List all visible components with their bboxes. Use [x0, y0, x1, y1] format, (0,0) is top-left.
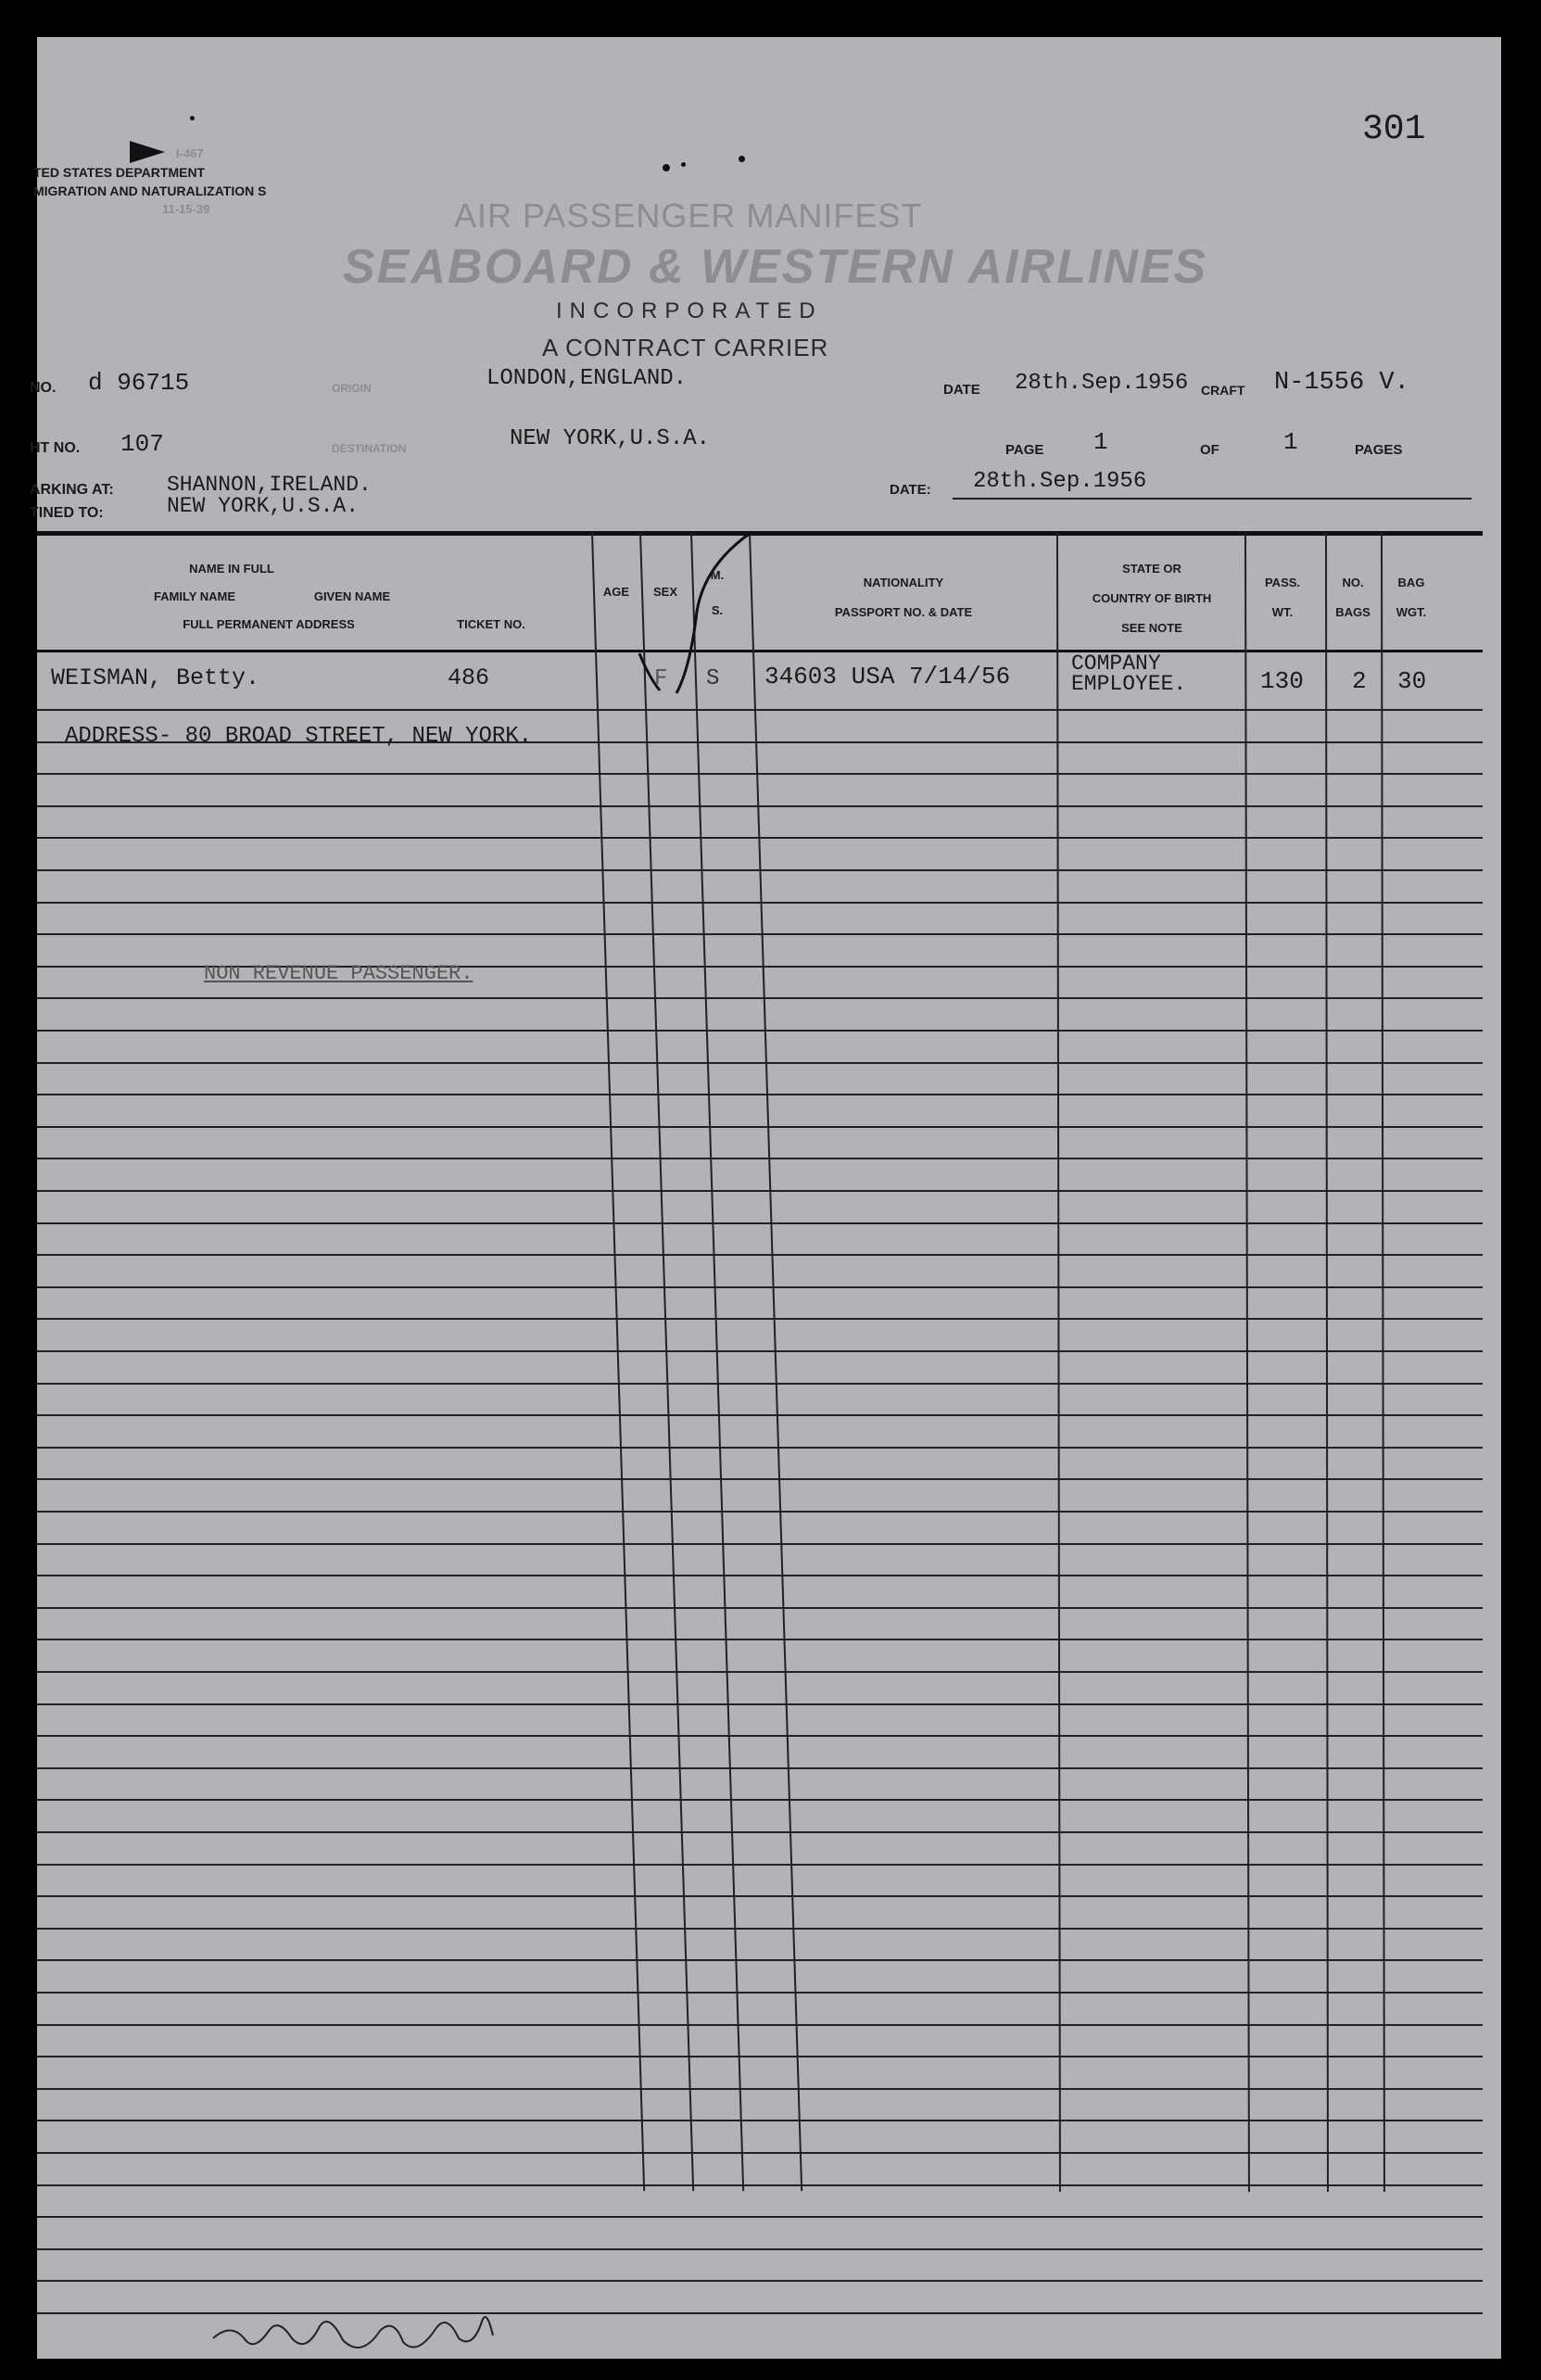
flight-label: HT NO. — [30, 440, 81, 456]
col-nationality: NATIONALITY — [863, 576, 944, 589]
dept-code: I-467 — [176, 146, 204, 160]
incorporated-label: INCORPORATED — [556, 298, 823, 323]
col-age: AGE — [602, 585, 630, 599]
dept-line-2: MIGRATION AND NATURALIZATION S — [33, 184, 267, 198]
airline-name: SEABOARD & WESTERN AIRLINES — [343, 240, 1208, 294]
col-bag-wgt-2: WGT. — [1396, 605, 1427, 619]
pages-label: PAGES — [1355, 442, 1403, 458]
of-value: 1 — [1283, 428, 1298, 456]
ticket-number: 486 — [448, 665, 490, 691]
handwritten-signature — [204, 2294, 593, 2359]
embarking-label: ARKING AT: — [30, 482, 114, 498]
aircraft-value: N-1556 V. — [1274, 369, 1409, 397]
birth-line-1: COMPANY — [1071, 652, 1161, 676]
dept-date: 11-15-39 — [162, 202, 210, 216]
page-label: PAGE — [1005, 442, 1044, 458]
birth-line-2: EMPLOYEE. — [1071, 672, 1187, 696]
destination-value: NEW YORK,U.S.A. — [510, 426, 711, 451]
page-value: 1 — [1093, 428, 1108, 456]
dept-line-1: TED STATES DEPARTMENT — [33, 165, 206, 180]
passport-value: 34603 USA 7/14/56 — [764, 663, 1011, 690]
carrier-label: A CONTRACT CARRIER — [542, 334, 829, 361]
col-bags-1: NO. — [1342, 576, 1364, 589]
check-mark-icon — [37, 37, 1501, 2359]
passenger-address: ADDRESS- 80 BROAD STREET, NEW YORK. — [65, 724, 533, 749]
origin-label: ORIGIN — [332, 382, 372, 395]
destined-value: NEW YORK,U.S.A. — [167, 494, 360, 518]
pass-weight: 130 — [1260, 667, 1304, 695]
date-value: 28th.Sep.1956 — [1015, 371, 1189, 396]
col-bag-wgt-1: BAG — [1397, 576, 1425, 589]
flight-value: 107 — [120, 430, 164, 458]
date-label: DATE — [943, 382, 980, 398]
passenger-name: WEISMAN, Betty. — [51, 665, 260, 691]
col-ms-m: M. — [710, 568, 725, 582]
manifest-no-value: d 96715 — [88, 369, 190, 397]
col-ticket: TICKET NO. — [457, 617, 525, 631]
aircraft-label: CRAFT — [1201, 383, 1245, 398]
bag-weight: 30 — [1397, 667, 1427, 695]
sex-value: F — [654, 666, 668, 691]
col-state-1: STATE OR — [1122, 562, 1181, 576]
col-address: FULL PERMANENT ADDRESS — [183, 617, 355, 631]
col-name-line1: NAME IN FULL — [189, 562, 274, 576]
col-family-name: FAMILY NAME — [153, 589, 236, 603]
date2-value: 28th.Sep.1956 — [973, 469, 1147, 494]
col-given-name: GIVEN NAME — [313, 589, 391, 603]
col-ms-s: S. — [711, 603, 724, 617]
marital-value: S — [706, 666, 720, 691]
date2-label: DATE: — [890, 482, 931, 498]
col-pass-wt-1: PASS. — [1264, 576, 1301, 589]
col-bags-2: BAGS — [1335, 605, 1370, 619]
manifest-sheet — [30, 37, 1501, 2359]
destined-label: TINED TO: — [30, 505, 104, 521]
embarking-value: SHANNON,IRELAND. — [167, 473, 372, 497]
origin-value: LONDON,ENGLAND. — [486, 366, 688, 391]
col-pass-wt-2: WT. — [1271, 605, 1294, 619]
col-state-3: SEE NOTE — [1121, 621, 1182, 635]
col-passport: PASSPORT NO. & DATE — [834, 605, 973, 619]
destination-label: DESTINATION — [332, 442, 407, 455]
bag-count: 2 — [1352, 667, 1367, 695]
manifest-title: AIR PASSENGER MANIFEST — [454, 196, 923, 234]
manifest-no-label: NO. — [30, 380, 57, 396]
of-label: OF — [1200, 442, 1219, 458]
col-sex: SEX — [652, 585, 677, 599]
col-state-2: COUNTRY OF BIRTH — [1092, 591, 1212, 605]
non-revenue-note: NON REVENUE PASSENGER. — [204, 962, 474, 985]
page-number: 301 — [1362, 109, 1426, 149]
